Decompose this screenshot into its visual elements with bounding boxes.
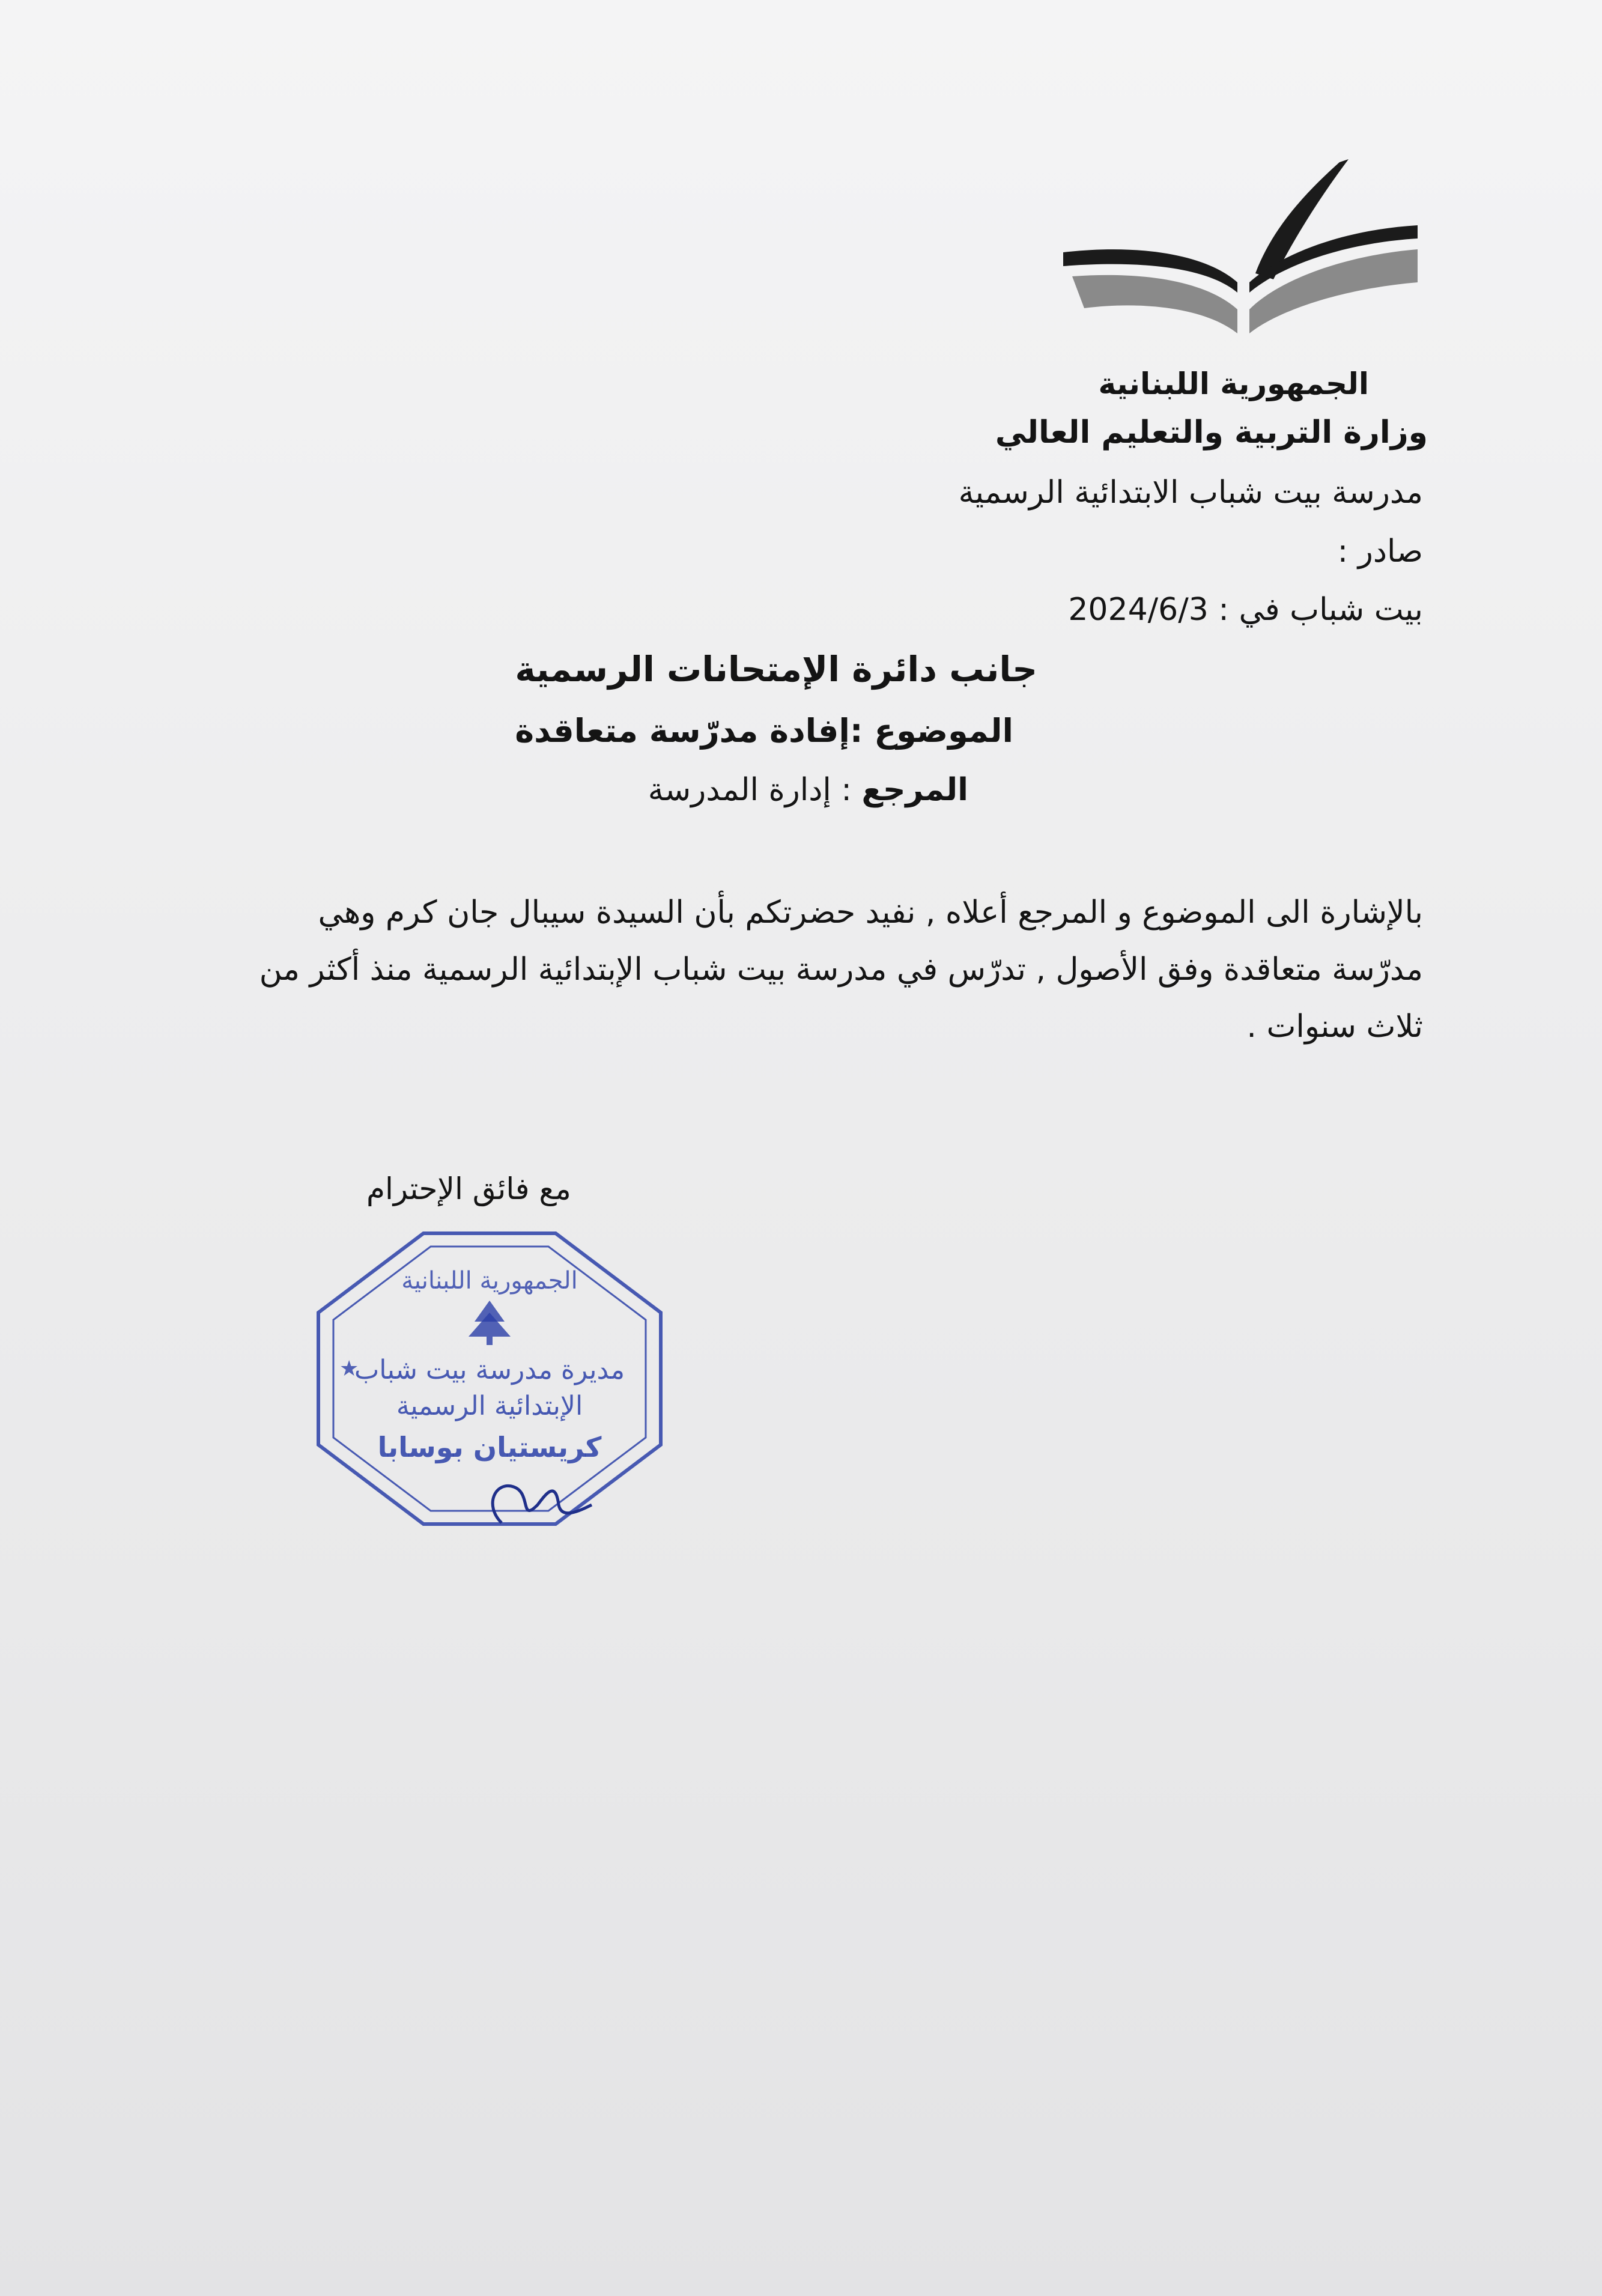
stamp-top-text: الجمهورية اللبنانية	[401, 1267, 578, 1295]
reference-line	[648, 772, 968, 808]
closing-text: مع فائق الإحترام	[366, 1171, 571, 1206]
stamp-name: كريستيان بوسابا	[377, 1431, 602, 1463]
body-line: مدرّسة متعاقدة وفق الأصول , تدرّس في مدرسة بيت شباب الإبتدائية الرسمية منذ أكثر من	[259, 952, 1423, 988]
reference-value: : إدارة المدرسة	[648, 772, 852, 808]
stamp-line1: مديرة مدرسة بيت شباب	[354, 1355, 625, 1385]
ministry-title: وزارة التربية والتعليم العالي	[995, 415, 1428, 451]
subject-line: الموضوع :إفادة مدرّسة متعاقدة	[515, 712, 1013, 750]
cedar-icon	[469, 1301, 511, 1345]
body-line: ثلاث سنوات .	[1246, 1009, 1423, 1045]
letter-body	[168, 884, 1423, 1055]
stamp-star-left-icon: ★	[339, 1356, 359, 1381]
school-name: مدرسة بيت شباب الابتدائية الرسمية	[958, 475, 1423, 511]
place-date: بيت شباب في : 2024/6/3	[1068, 592, 1423, 628]
ministry-logo	[1057, 153, 1424, 351]
stamp-line2: الإبتدائية الرسمية	[396, 1391, 583, 1421]
official-stamp	[303, 1222, 676, 1535]
signature-scribble	[493, 1486, 592, 1523]
addressee: جانب دائرة الإمتحانات الرسمية	[515, 649, 1037, 690]
logo-book-left-gray	[1072, 275, 1237, 333]
republic-title: الجمهورية اللبنانية	[1098, 366, 1369, 401]
body-line: بالإشارة الى الموضوع و المرجع أعلاه , نفيد حضرتكم بأن السيدة سيبال جان كرم وهي	[318, 894, 1423, 931]
reference-label: المرجع	[861, 772, 968, 808]
issued-label: صادر :	[1337, 533, 1423, 569]
